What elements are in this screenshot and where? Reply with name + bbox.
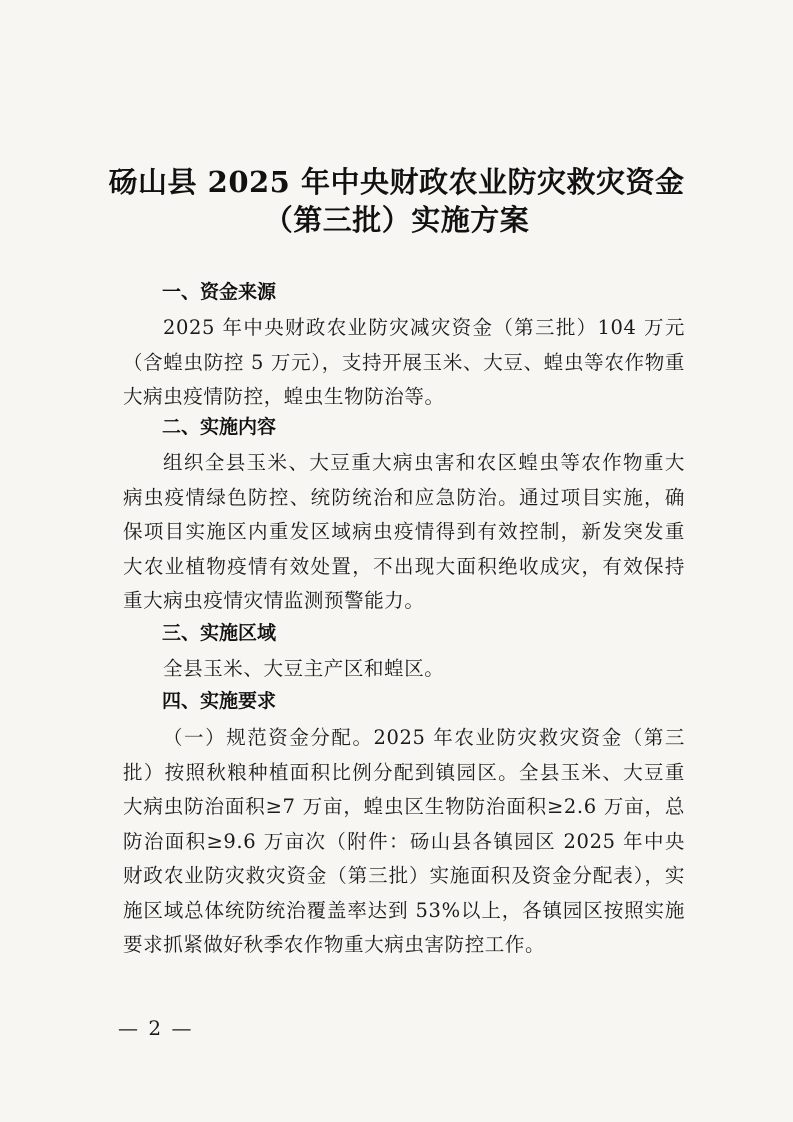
document-title-line-1: 砀山县 2025 年中央财政农业防灾救灾资金 — [108, 165, 685, 199]
section-heading-implementation-content: 二、实施内容 — [162, 416, 277, 438]
section-heading-implementation-area: 三、实施区域 — [162, 622, 277, 644]
section-paragraph-implementation-area: 全县玉米、大豆主产区和蝗区。 — [163, 657, 445, 680]
document-title-line-2: （第三批）实施方案 — [263, 203, 530, 237]
section-paragraph-implementation-content: 组织全县玉米、大豆重大病虫害和农区蝗虫等农作物重大病虫疫情绿色防控、统防统治和应急防治。通过项目实施，确保项目实施区内重发区域病虫疫情得到有效控制，新发突发重大农业植物疫情有效处置，不出现大面积绝收成灾，有效保持重大病虫疫情灾情监测预警能力。 — [123, 451, 685, 612]
section-heading-funding-source: 一、资金来源 — [162, 281, 277, 303]
section-heading-implementation-requirements: 四、实施要求 — [162, 690, 277, 712]
section-paragraph-funding-source: 2025 年中央财政农业防灾减灾资金（第三批）104 万元（含蝗虫防控 5 万元），支持开展玉米、大豆、蝗虫等农作物重大病虫疫情防控，蝗虫生物防治等。 — [123, 316, 685, 408]
section-paragraph-implementation-requirements: （一）规范资金分配。2025 年农业防灾救灾资金（第三批）按照秋粮种植面积比例分配到镇园区。全县玉米、大豆重大病虫防治面积≥7 万亩，蝗虫区生物防治面积≥2.6 万亩，总防治面积≥9.6 万亩次（附件：砀山县各镇园区 2025 年中央财政农业防灾救灾资金（第三批）实施面积及资金分配表），实施区域总体统防统治覆盖率达到 53%以上，各镇园区按照实施要求抓紧做好秋季农作物重大病虫害防控工作。 — [123, 726, 685, 956]
page-number: — 2 — — [118, 1016, 194, 1040]
